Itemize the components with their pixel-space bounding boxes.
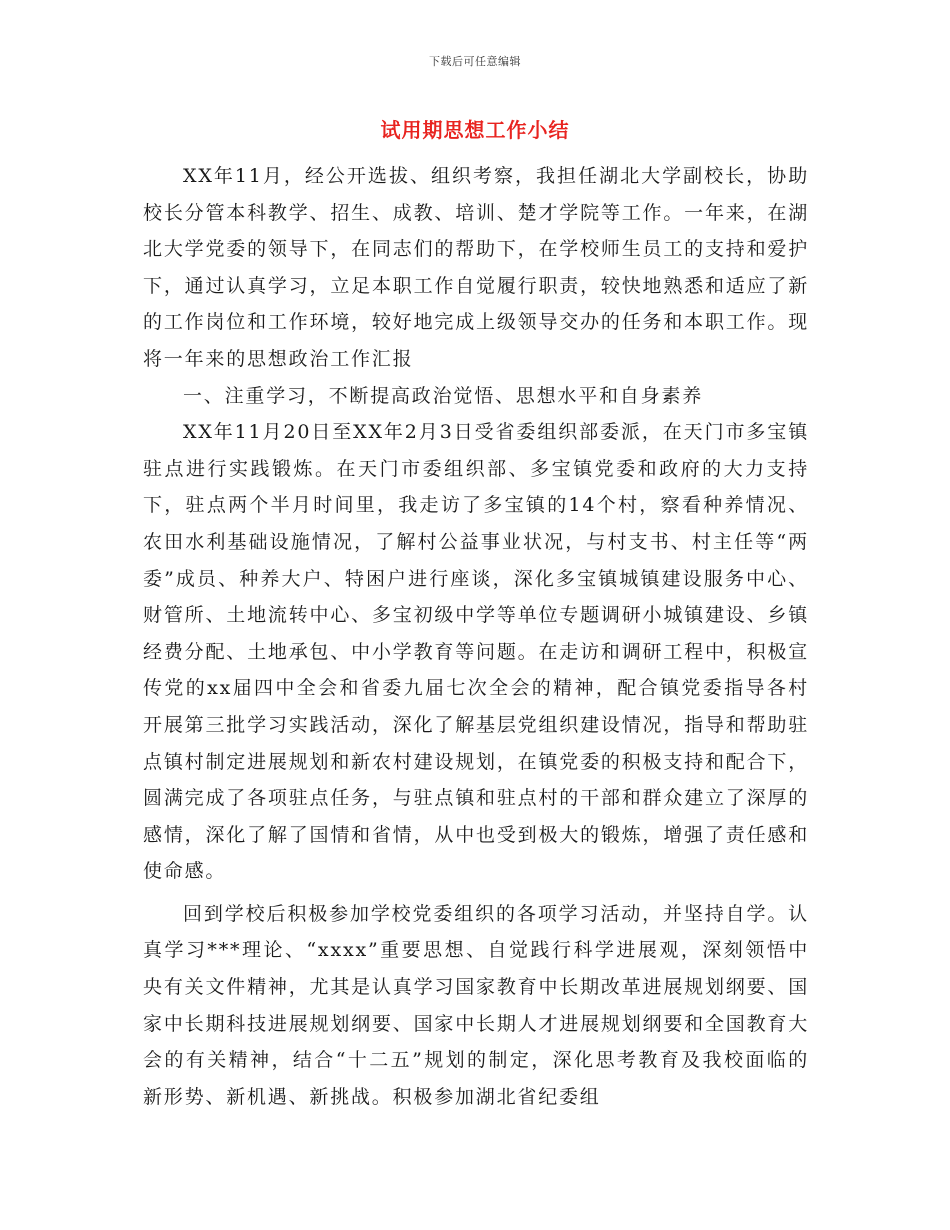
page-header-note: 下载后可任意编辑 [429, 55, 521, 68]
section-heading-1: 一、注重学习，不断提高政治觉悟、思想水平和自身素养 [183, 384, 704, 407]
paragraph-intro: XX年11月，经公开选拔、组织考察，我担任湖北大学副校长，协助校长分管本科教学、招生、成教、培训、楚才学院等工作。一年来，在湖北大学党委的领导下，在同志们的帮助下，在学校师生员工的支持和爱护下，通过认真学习，立足本职工作自觉履行职责，较快地熟悉和适应了新的工作岗位和工作环境，较好地完成上级领导交办的任务和本职工作。现将一年来的思想政治工作汇报 [143, 165, 809, 370]
document-title: 试用期思想工作小结 [380, 118, 570, 142]
document-body [143, 158, 809, 1115]
paragraph-study: 回到学校后积极参加学校党委组织的各项学习活动，并坚持自学。认真学习***理论、“xxxx”重要思想、自觉践行科学进展观，深刻领悟中央有关文件精神，尤其是认真学习国家教育中长期改革进展规划纲要、国家中长期科技进展规划纲要、国家中长期人才进展规划纲要和全国教育大会的有关精神，结合“十二五”规划的制定，深化思考教育及我校面临的新形势、新机遇、新挑战。积极参加湖北省纪委组 [143, 902, 809, 1108]
paragraph-practice: XX年11月20日至XX年2月3日受省委组织部委派，在天门市多宝镇驻点进行实践锻炼。在天门市委组织部、多宝镇党委和政府的大力支持下，驻点两个半月时间里，我走访了多宝镇的14个村，察看种养情况、农田水利基础设施情况，了解村公益事业状况，与村支书、村主任等“两委”成员、种养大户、特困户进行座谈，深化多宝镇城镇建设服务中心、财管所、土地流转中心、多宝初级中学等单位专题调研小城镇建设、乡镇经费分配、土地承包、中小学教育等问题。在走访和调研工程中，积极宣传党的xx届四中全会和省委九届七次全会的精神，配合镇党委指导各村开展第三批学习实践活动，深化了解基层党组织建设情况，指导和帮助驻点镇村制定进展规划和新农村建设规划，在镇党委的积极支持和配合下，圆满完成了各项驻点任务，与驻点镇和驻点村的干部和群众建立了深厚的感情，深化了解了国情和省情，从中也受到极大的锻炼，增强了责任感和使命感。 [143, 421, 809, 883]
